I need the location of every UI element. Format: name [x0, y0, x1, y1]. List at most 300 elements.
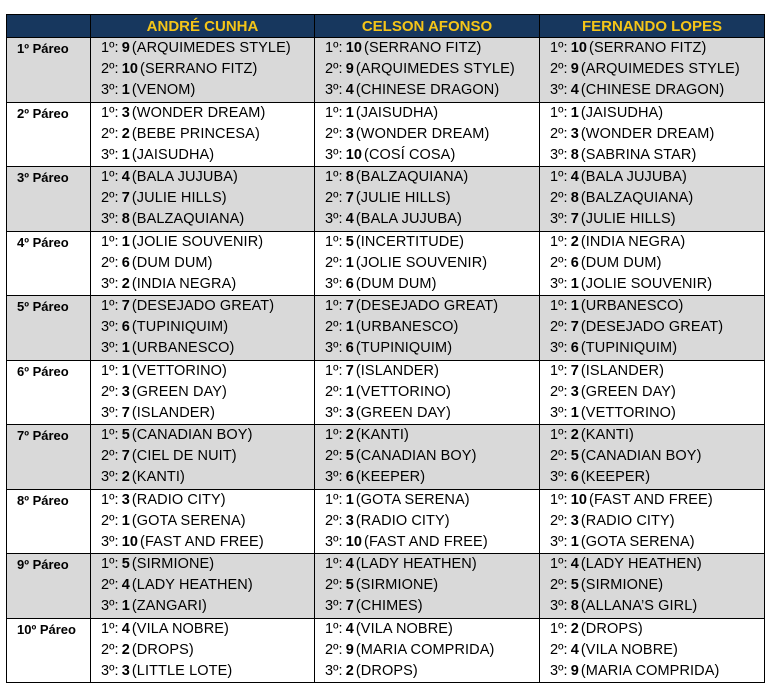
- picks-cell-fernando-lopes: [540, 360, 765, 425]
- pick-line: [91, 640, 314, 661]
- pick-position: 3º:: [325, 146, 343, 163]
- pick-horse: (SIRMIONE): [580, 577, 664, 593]
- pick-position: 3º:: [550, 82, 568, 98]
- pick-line: [540, 490, 764, 511]
- pick-horse: (ARQUIMEDES STYLE): [580, 61, 740, 77]
- pick-horse: (VETTORINO): [131, 362, 227, 379]
- pick-number: 1: [345, 254, 354, 271]
- picks-cell-celson-afonso: [315, 618, 540, 683]
- race-row: [7, 38, 765, 103]
- pick-horse: (JOLIE SOUVENIR): [131, 233, 264, 250]
- pick-position: 3º:: [550, 598, 568, 614]
- pick-line: [540, 596, 764, 617]
- pick-position: 2º:: [325, 254, 343, 271]
- pick-horse: (VETTORINO): [355, 383, 451, 400]
- pick-horse: (SIRMIONE): [131, 556, 215, 572]
- pick-line: [540, 232, 764, 253]
- race-label: 7º Páreo: [7, 425, 91, 490]
- pick-position: 2º:: [101, 577, 119, 593]
- pick-position: 1º:: [325, 491, 343, 508]
- pick-line: [315, 511, 539, 532]
- pick-horse: (GREEN DAY): [355, 404, 451, 421]
- picks-cell-celson-afonso: [315, 167, 540, 232]
- pick-number: 1: [121, 82, 130, 98]
- pick-horse: (GREEN DAY): [580, 383, 676, 400]
- pick-horse: (VILA NOBRE): [355, 620, 453, 637]
- pick-horse: (ISLANDER): [580, 362, 665, 379]
- pick-line: [91, 425, 314, 446]
- pick-number: 3: [570, 383, 579, 400]
- pick-position: 3º:: [101, 662, 119, 679]
- pick-position: 1º:: [325, 298, 343, 314]
- pick-line: [540, 59, 764, 80]
- pick-line: [315, 124, 539, 145]
- pick-position: 1º:: [101, 620, 119, 637]
- pick-line: [315, 59, 539, 80]
- pick-position: 1º:: [325, 40, 343, 56]
- race-row: [7, 554, 765, 619]
- picks-cell-fernando-lopes: [540, 167, 765, 232]
- pick-line: [315, 338, 539, 359]
- pick-number: 9: [570, 662, 579, 679]
- picks-cell-celson-afonso: [315, 102, 540, 167]
- pick-number: 7: [570, 211, 579, 227]
- pick-horse: (GREEN DAY): [131, 383, 227, 400]
- pick-number: 4: [570, 556, 579, 572]
- pick-line: [315, 467, 539, 488]
- pick-number: 8: [570, 190, 579, 206]
- pick-horse: (KANTI): [131, 469, 185, 485]
- pick-line: [315, 661, 539, 682]
- pick-position: 3º:: [101, 319, 119, 335]
- pick-number: 5: [345, 233, 354, 250]
- pick-number: 1: [345, 104, 354, 121]
- pick-position: 1º:: [550, 104, 568, 121]
- pick-position: 1º:: [325, 362, 343, 379]
- pick-position: 3º:: [550, 275, 568, 292]
- pick-line: [540, 554, 764, 575]
- pick-position: 2º:: [550, 512, 568, 529]
- pick-line: [540, 575, 764, 596]
- pick-line: [91, 103, 314, 124]
- pick-line: [540, 124, 764, 145]
- picks-cell-celson-afonso: [315, 231, 540, 296]
- pick-horse: (DROPS): [131, 641, 194, 658]
- race-row: [7, 425, 765, 490]
- pick-number: 4: [345, 620, 354, 637]
- pick-line: [91, 446, 314, 467]
- pick-horse: (RADIO CITY): [131, 491, 226, 508]
- pick-line: [91, 596, 314, 617]
- pick-number: 4: [121, 169, 130, 185]
- pick-line: [91, 38, 314, 59]
- picks-cell-celson-afonso: [315, 296, 540, 361]
- pick-position: 3º:: [325, 662, 343, 679]
- pick-number: 6: [121, 254, 130, 271]
- pick-line: [540, 446, 764, 467]
- pick-number: 2: [570, 620, 579, 637]
- pick-horse: (JOLIE SOUVENIR): [355, 254, 488, 271]
- pick-line: [540, 209, 764, 230]
- pick-horse: (URBANESCO): [580, 298, 684, 314]
- picks-cell-fernando-lopes: [540, 296, 765, 361]
- pick-horse: (TUPINIQUIM): [355, 340, 453, 356]
- pick-number: 2: [570, 233, 579, 250]
- pick-position: 2º:: [550, 61, 568, 77]
- pick-horse: (INCERTITUDE): [355, 233, 465, 250]
- pick-number: 4: [121, 577, 130, 593]
- pick-position: 1º:: [101, 233, 119, 250]
- race-row: [7, 618, 765, 683]
- picks-cell-fernando-lopes: [540, 554, 765, 619]
- pick-position: 3º:: [550, 340, 568, 356]
- pick-number: 4: [345, 556, 354, 572]
- pick-line: [315, 425, 539, 446]
- pick-horse: (ALLANA’S GIRL): [580, 598, 698, 614]
- pick-horse: (JAISUDHA): [131, 146, 215, 163]
- pick-line: [315, 209, 539, 230]
- pick-horse: (BALA JUJUBA): [131, 169, 238, 185]
- pick-position: 1º:: [101, 491, 119, 508]
- pick-number: 2: [345, 427, 354, 443]
- pick-horse: (INDIA NEGRA): [580, 233, 686, 250]
- pick-position: 2º:: [325, 125, 343, 142]
- pick-line: [91, 253, 314, 274]
- pick-position: 1º:: [101, 427, 119, 443]
- pick-horse: (BEBE PRINCESA): [131, 125, 260, 142]
- pick-number: 5: [345, 577, 354, 593]
- pick-horse: (LADY HEATHEN): [580, 556, 702, 572]
- pick-horse: (WONDER DREAM): [131, 104, 266, 121]
- pick-number: 7: [121, 190, 130, 206]
- pick-horse: (JOLIE SOUVENIR): [580, 275, 713, 292]
- pick-number: 2: [121, 641, 130, 658]
- pick-line: [540, 317, 764, 338]
- pick-line: [315, 596, 539, 617]
- picks-cell-fernando-lopes: [540, 231, 765, 296]
- pick-position: 1º:: [550, 427, 568, 443]
- pick-horse: (CANADIAN BOY): [355, 448, 477, 464]
- pick-horse: (FAST AND FREE): [364, 533, 488, 550]
- pick-line: [540, 38, 764, 59]
- pick-position: 3º:: [325, 211, 343, 227]
- pick-position: 1º:: [101, 40, 119, 56]
- pick-position: 2º:: [101, 448, 119, 464]
- pick-position: 2º:: [101, 641, 119, 658]
- pick-number: 7: [345, 298, 354, 314]
- pick-horse: (SABRINA STAR): [580, 146, 697, 163]
- pick-position: 2º:: [101, 383, 119, 400]
- pick-line: [315, 446, 539, 467]
- pick-horse: (GOTA SERENA): [355, 491, 470, 508]
- pick-horse: (VETTORINO): [580, 404, 676, 421]
- race-row: [7, 296, 765, 361]
- pick-position: 3º:: [550, 662, 568, 679]
- pick-number: 4: [345, 82, 354, 98]
- pick-position: 1º:: [550, 362, 568, 379]
- pick-position: 2º:: [325, 383, 343, 400]
- pick-horse: (MARIA COMPRIDA): [355, 641, 495, 658]
- pick-line: [91, 124, 314, 145]
- race-row: [7, 102, 765, 167]
- pick-position: 1º:: [101, 169, 119, 185]
- pick-horse: (TUPINIQUIM): [131, 319, 229, 335]
- pick-number: 2: [121, 125, 130, 142]
- pick-horse: (ZANGARI): [131, 598, 207, 614]
- pick-horse: (CIEL DE NUIT): [131, 448, 237, 464]
- pick-position: 3º:: [101, 82, 119, 98]
- pick-line: [540, 167, 764, 188]
- pick-number: 6: [345, 340, 354, 356]
- pick-number: 1: [121, 340, 130, 356]
- pick-line: [540, 661, 764, 682]
- pick-horse: (VENOM): [131, 82, 196, 98]
- pick-number: 5: [121, 427, 130, 443]
- pick-position: 1º:: [550, 620, 568, 637]
- pick-number: 3: [345, 125, 354, 142]
- pick-line: [91, 467, 314, 488]
- pick-line: [91, 554, 314, 575]
- pick-horse: (ISLANDER): [131, 404, 216, 421]
- pick-position: 2º:: [325, 61, 343, 77]
- header-andre-cunha: ANDRÉ CUNHA: [91, 15, 315, 38]
- pick-number: 1: [121, 146, 130, 163]
- pick-position: 1º:: [101, 298, 119, 314]
- pick-line: [91, 532, 314, 553]
- pick-number: 3: [121, 383, 130, 400]
- pick-horse: (SERRANO FITZ): [364, 40, 482, 56]
- pick-horse: (DUM DUM): [131, 254, 213, 271]
- header-row: [7, 15, 765, 38]
- race-row: [7, 231, 765, 296]
- pick-line: [91, 209, 314, 230]
- pick-line: [91, 661, 314, 682]
- picks-cell-celson-afonso: [315, 38, 540, 103]
- pick-horse: (URBANESCO): [355, 319, 459, 335]
- picks-cell-andre-cunha: [91, 618, 315, 683]
- pick-number: 3: [121, 104, 130, 121]
- pick-position: 3º:: [101, 211, 119, 227]
- pick-number: 8: [121, 211, 130, 227]
- pick-line: [315, 619, 539, 640]
- pick-number: 2: [121, 469, 130, 485]
- pick-number: 1: [570, 298, 579, 314]
- pick-number: 1: [121, 512, 130, 529]
- pick-line: [540, 640, 764, 661]
- pick-line: [91, 59, 314, 80]
- pick-number: 3: [345, 512, 354, 529]
- pick-position: 1º:: [325, 104, 343, 121]
- pick-position: 3º:: [101, 404, 119, 421]
- pick-number: 4: [570, 641, 579, 658]
- race-label: 5º Páreo: [7, 296, 91, 361]
- pick-line: [315, 188, 539, 209]
- pick-horse: (BALA JUJUBA): [355, 211, 462, 227]
- pick-number: 5: [345, 448, 354, 464]
- pick-position: 1º:: [325, 556, 343, 572]
- pick-position: 1º:: [550, 40, 568, 56]
- pick-line: [315, 317, 539, 338]
- pick-line: [91, 619, 314, 640]
- pick-position: 3º:: [325, 469, 343, 485]
- picks-cell-fernando-lopes: [540, 102, 765, 167]
- pick-line: [91, 296, 314, 317]
- race-label: 6º Páreo: [7, 360, 91, 425]
- pick-position: 1º:: [101, 556, 119, 572]
- pick-line: [540, 511, 764, 532]
- pick-position: 2º:: [550, 190, 568, 206]
- picks-cell-andre-cunha: [91, 167, 315, 232]
- pick-position: 2º:: [550, 319, 568, 335]
- pick-horse: (BALZAQUIANA): [355, 169, 469, 185]
- picks-cell-andre-cunha: [91, 489, 315, 554]
- picks-cell-andre-cunha: [91, 554, 315, 619]
- picks-cell-fernando-lopes: [540, 618, 765, 683]
- pick-horse: (ARQUIMEDES STYLE): [131, 40, 291, 56]
- pick-position: 1º:: [325, 620, 343, 637]
- pick-line: [91, 490, 314, 511]
- pick-line: [540, 145, 764, 166]
- pick-number: 5: [570, 577, 579, 593]
- pick-number: 6: [121, 319, 130, 335]
- pick-line: [315, 575, 539, 596]
- pick-line: [91, 80, 314, 101]
- pick-position: 1º:: [550, 233, 568, 250]
- pick-number: 3: [570, 512, 579, 529]
- pick-horse: (DUM DUM): [580, 254, 662, 271]
- pick-horse: (GOTA SERENA): [580, 533, 695, 550]
- pick-line: [540, 253, 764, 274]
- pick-number: 10: [345, 40, 363, 56]
- pick-position: 2º:: [325, 641, 343, 658]
- pick-position: 3º:: [550, 533, 568, 550]
- pick-position: 2º:: [101, 512, 119, 529]
- pick-line: [91, 403, 314, 424]
- pick-number: 1: [121, 362, 130, 379]
- pick-position: 2º:: [550, 448, 568, 464]
- pick-number: 5: [121, 556, 130, 572]
- pick-line: [315, 490, 539, 511]
- tips-body: [7, 38, 765, 683]
- pick-position: 1º:: [550, 491, 568, 508]
- pick-horse: (DESEJADO GREAT): [580, 319, 724, 335]
- pick-horse: (ARQUIMEDES STYLE): [355, 61, 515, 77]
- pick-number: 10: [345, 146, 363, 163]
- pick-number: 4: [121, 620, 130, 637]
- pick-number: 7: [121, 298, 130, 314]
- pick-position: 3º:: [101, 275, 119, 292]
- pick-horse: (JAISUDHA): [355, 104, 439, 121]
- race-label: 3º Páreo: [7, 167, 91, 232]
- pick-position: 2º:: [101, 190, 119, 206]
- pick-horse: (FAST AND FREE): [140, 533, 264, 550]
- pick-horse: (BALZAQUIANA): [131, 211, 245, 227]
- pick-position: 3º:: [550, 146, 568, 163]
- pick-horse: (BALZAQUIANA): [580, 190, 694, 206]
- race-row: [7, 489, 765, 554]
- picks-cell-andre-cunha: [91, 231, 315, 296]
- pick-line: [91, 167, 314, 188]
- pick-number: 4: [570, 169, 579, 185]
- pick-horse: (ISLANDER): [355, 362, 440, 379]
- pick-number: 9: [345, 61, 354, 77]
- pick-position: 2º:: [550, 254, 568, 271]
- pick-horse: (URBANESCO): [131, 340, 235, 356]
- pick-number: 8: [570, 598, 579, 614]
- pick-line: [315, 103, 539, 124]
- pick-horse: (JULIE HILLS): [355, 190, 451, 206]
- pick-position: 3º:: [101, 340, 119, 356]
- race-label: 4º Páreo: [7, 231, 91, 296]
- pick-position: 3º:: [550, 404, 568, 421]
- pick-position: 3º:: [101, 146, 119, 163]
- pick-number: 2: [345, 662, 354, 679]
- pick-line: [91, 232, 314, 253]
- pick-number: 7: [570, 319, 579, 335]
- pick-line: [540, 188, 764, 209]
- pick-horse: (INDIA NEGRA): [131, 275, 237, 292]
- pick-horse: (SIRMIONE): [355, 577, 439, 593]
- pick-number: 6: [570, 340, 579, 356]
- pick-horse: (TUPINIQUIM): [580, 340, 678, 356]
- pick-line: [540, 467, 764, 488]
- pick-position: 3º:: [325, 404, 343, 421]
- pick-line: [540, 296, 764, 317]
- race-label: 8º Páreo: [7, 489, 91, 554]
- pick-line: [315, 232, 539, 253]
- pick-position: 3º:: [550, 211, 568, 227]
- pick-position: 1º:: [325, 427, 343, 443]
- pick-horse: (BALA JUJUBA): [580, 169, 687, 185]
- pick-line: [540, 532, 764, 553]
- pick-number: 2: [121, 275, 130, 292]
- pick-position: 1º:: [550, 298, 568, 314]
- pick-horse: (CHINESE DRAGON): [355, 82, 500, 98]
- pick-line: [540, 103, 764, 124]
- pick-number: 10: [570, 40, 588, 56]
- pick-horse: (VILA NOBRE): [131, 620, 229, 637]
- pick-number: 10: [121, 533, 139, 550]
- pick-horse: (CHIMES): [355, 598, 423, 614]
- pick-horse: (CHINESE DRAGON): [580, 82, 725, 98]
- pick-line: [315, 532, 539, 553]
- pick-position: 2º:: [550, 125, 568, 142]
- pick-number: 6: [345, 469, 354, 485]
- pick-position: 2º:: [550, 383, 568, 400]
- pick-number: 5: [570, 448, 579, 464]
- picks-cell-celson-afonso: [315, 489, 540, 554]
- pick-horse: (CANADIAN BOY): [580, 448, 702, 464]
- pick-line: [315, 382, 539, 403]
- pick-number: 3: [570, 125, 579, 142]
- pick-line: [91, 338, 314, 359]
- pick-line: [540, 338, 764, 359]
- pick-number: 2: [570, 427, 579, 443]
- pick-number: 6: [570, 469, 579, 485]
- pick-number: 1: [121, 233, 130, 250]
- pick-horse: (LADY HEATHEN): [355, 556, 477, 572]
- pick-line: [91, 382, 314, 403]
- pick-horse: (FAST AND FREE): [589, 491, 713, 508]
- pick-position: 2º:: [325, 448, 343, 464]
- pick-number: 1: [570, 404, 579, 421]
- pick-position: 2º:: [325, 512, 343, 529]
- pick-number: 3: [121, 491, 130, 508]
- pick-line: [315, 640, 539, 661]
- pick-number: 1: [570, 533, 579, 550]
- pick-horse: (WONDER DREAM): [355, 125, 490, 142]
- pick-position: 3º:: [101, 469, 119, 485]
